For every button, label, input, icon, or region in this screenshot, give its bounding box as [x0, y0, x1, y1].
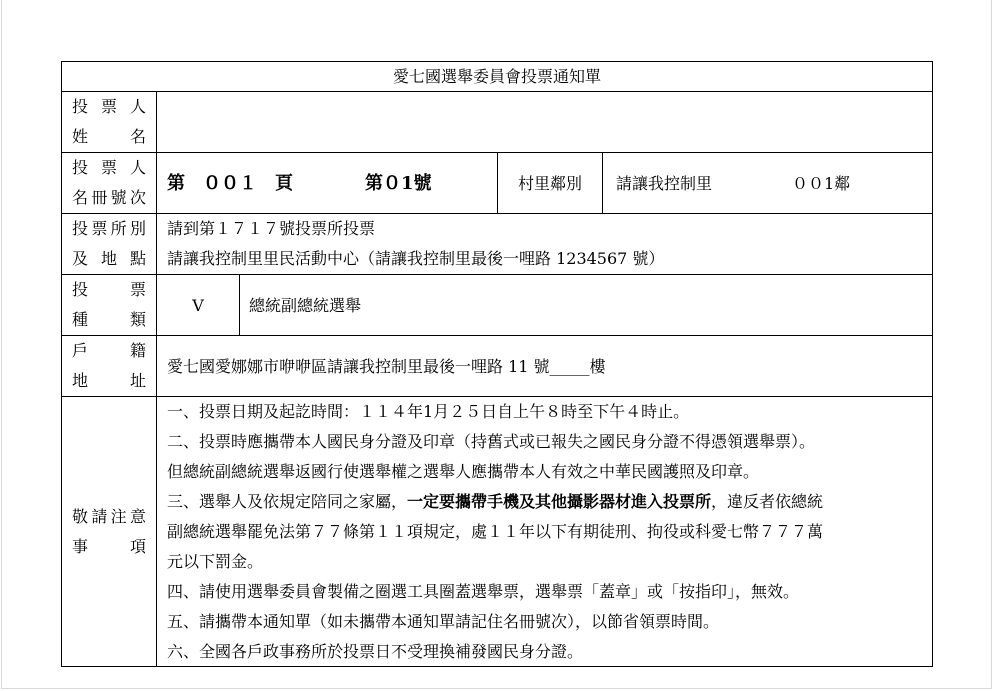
ballot-type-name: 總統副總統選舉: [239, 275, 932, 335]
note-item-3: 三、選舉人及依規定陪同之家屬，一定要攜帶手機及其他攝影器材進入投票所，違反者依總統: [167, 492, 824, 511]
register-number-row: [62, 153, 932, 214]
polling-place-value: [156, 214, 932, 274]
note-item-2: 二、投票時應攜帶本人國民身分證及印章（持舊式或已報失之國民身分證不得憑領選舉票）。: [167, 432, 816, 451]
notes-label: 敬請注意 事 項: [72, 507, 146, 556]
ballot-type-row: [62, 275, 932, 336]
form-title: 愛七國選舉委員會投票通知單: [392, 67, 601, 86]
note-item-2-cont: 但總統副總統選舉返國行使選舉權之選舉人應攜帶本人有效之中華民國護照及印章。: [167, 462, 760, 481]
notes-row: [62, 397, 932, 666]
notes-list: [156, 397, 932, 666]
voter-name-row: [62, 92, 932, 153]
note-item-1: 一、投票日期及起訖時間：１１４年1月２５日自上午８時至下午４時止。: [167, 402, 690, 421]
ballot-type-check-mark: V: [156, 275, 239, 335]
polling-place-label: 投票所別 及 地 點: [72, 219, 146, 268]
ballot-type-label: 投 票 種 類: [72, 280, 146, 329]
polling-place-row: [62, 214, 932, 275]
voting-notice-form: [61, 61, 933, 667]
household-address-value: 愛七國愛娜娜市咿咿區請讓我控制里最後一哩路 11 號_____樓: [156, 336, 932, 396]
title-row: [62, 62, 932, 92]
polling-station-address: 請讓我控制里里民活動中心（請讓我控制里最後一哩路 1234567 號）: [167, 249, 665, 268]
polling-station-number: 請到第１７１７號投票所投票: [167, 219, 376, 238]
note-item-5: 五、請攜帶本通知單（如未攜帶本通知單請記住名冊號次），以節省領票時間。: [167, 612, 720, 631]
note-item-3-cont: 副總統選舉罷免法第７７條第１１項規定，處１１年以下有期徒刑、拘役或科愛七幣７７７萬: [167, 522, 824, 541]
village-label: 村里鄰別: [497, 153, 602, 213]
note-item-4: 四、請使用選舉委員會製備之圈選工具圈蓋選舉票，選舉票「蓋章」或「按指印」，無效。: [167, 582, 800, 601]
household-address-row: [62, 336, 932, 397]
register-number-label: 投 票 人 名冊號次: [72, 158, 146, 207]
note-item-6: 六、全國各戶政事務所於投票日不受理換補發國民身分證。: [167, 642, 584, 661]
voter-name-value: [156, 92, 932, 152]
voter-name-label: 投 票 人 姓 名: [72, 97, 146, 146]
register-page-number: 第 ００１ 頁 第０1號: [156, 153, 497, 213]
note-item-3-emphasis: 一定要攜帶手機及其他攝影器材進入投票所: [407, 492, 712, 511]
village-value: 請讓我控制里 ００1鄰: [602, 153, 932, 213]
household-address-label: 戶 籍 地 址: [72, 341, 146, 390]
note-item-3-end: 元以下罰金。: [167, 552, 264, 571]
